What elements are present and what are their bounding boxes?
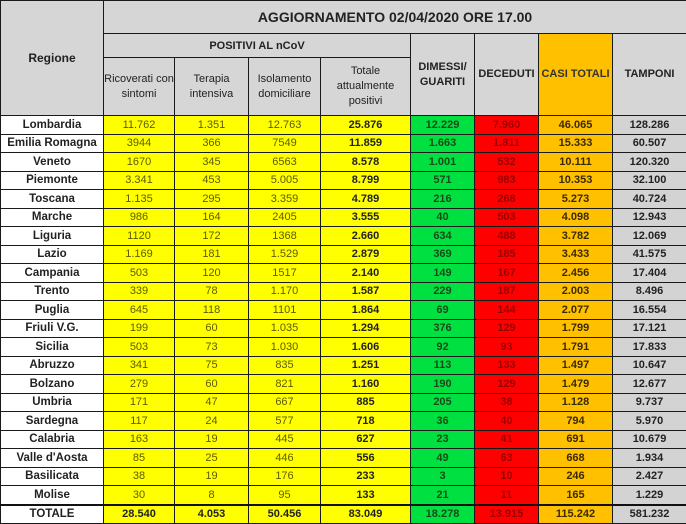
table-row [1, 153, 686, 172]
cell-ricoverati: 199 [104, 319, 175, 338]
cell-ricoverati: 171 [104, 393, 175, 412]
cell-totale-positivi: 3.555 [321, 208, 411, 227]
cell-totale-positivi: 8.578 [321, 153, 411, 172]
cell-totale-positivi: 1.251 [321, 356, 411, 375]
cell-regione: Valle d'Aosta [1, 449, 104, 468]
cell-terapia: 345 [175, 153, 249, 172]
cell-casi-totali: 10.111 [539, 153, 613, 172]
cell-dimessi: 634 [411, 227, 475, 246]
cell-deceduti: 11 [475, 486, 539, 505]
cell-isolamento: 6563 [249, 153, 321, 172]
cell-regione: Toscana [1, 190, 104, 209]
table-row [1, 375, 686, 394]
header-ricoverati: Ricoverati con sintomi [104, 58, 175, 116]
table-row [1, 171, 686, 190]
cell-dimessi: 40 [411, 208, 475, 227]
cell-deceduti: 7.960 [475, 116, 539, 135]
cell-deceduti: 488 [475, 227, 539, 246]
cell-casi-totali: 10.353 [539, 171, 613, 190]
cell-dimessi: 229 [411, 282, 475, 301]
cell-deceduti: 983 [475, 171, 539, 190]
cell-isolamento: 577 [249, 412, 321, 431]
cell-isolamento: 1.035 [249, 319, 321, 338]
cell-isolamento: 1101 [249, 301, 321, 320]
cell-tamponi: 17.833 [613, 338, 686, 357]
cell-ricoverati: 3944 [104, 134, 175, 153]
cell-terapia: 25 [175, 449, 249, 468]
cell-isolamento: 3.359 [249, 190, 321, 209]
cell-regione: Piemonte [1, 171, 104, 190]
cell-tamponi: 32.100 [613, 171, 686, 190]
cell-regione: Liguria [1, 227, 104, 246]
cell-terapia: 60 [175, 319, 249, 338]
cell-regione: Sardegna [1, 412, 104, 431]
cell-dimessi: 21 [411, 486, 475, 505]
cell-totale-positivi: 4.789 [321, 190, 411, 209]
cell-terapia: 47 [175, 393, 249, 412]
cell-casi-totali: 246 [539, 467, 613, 486]
table-row [1, 227, 686, 246]
cell-tamponi: 10.647 [613, 356, 686, 375]
table-row [1, 319, 686, 338]
header-casi-totali: CASI TOTALI [539, 34, 613, 116]
cell-totale-positivi: 2.660 [321, 227, 411, 246]
cell-tamponi: 120.320 [613, 153, 686, 172]
cell-ricoverati: 1.135 [104, 190, 175, 209]
table-row [1, 393, 686, 412]
cell-tamponi: 60.507 [613, 134, 686, 153]
cell-dimessi: 12.229 [411, 116, 475, 135]
cell-totale-positivi: 1.587 [321, 282, 411, 301]
cell-ricoverati: 986 [104, 208, 175, 227]
cell-tamponi: 17.121 [613, 319, 686, 338]
header-regione: Regione [1, 1, 104, 116]
cell-terapia: 181 [175, 245, 249, 264]
cell-deceduti: 129 [475, 319, 539, 338]
cell-terapia: 19 [175, 467, 249, 486]
cell-totale-positivi: 627 [321, 430, 411, 449]
cell-dimessi: 369 [411, 245, 475, 264]
table-row [1, 190, 686, 209]
cell-isolamento: 95 [249, 486, 321, 505]
cell-tamponi: 2.427 [613, 467, 686, 486]
cell-deceduti: 268 [475, 190, 539, 209]
cell-deceduti: 41 [475, 430, 539, 449]
cell-dimessi: 92 [411, 338, 475, 357]
cell-tamponi: 10.679 [613, 430, 686, 449]
cell-deceduti: 532 [475, 153, 539, 172]
cell-deceduti: 13.915 [475, 505, 539, 524]
cell-ricoverati: 28.540 [104, 505, 175, 524]
cell-totale-positivi: 8.799 [321, 171, 411, 190]
cell-ricoverati: 339 [104, 282, 175, 301]
cell-ricoverati: 503 [104, 264, 175, 283]
cell-regione: Calabria [1, 430, 104, 449]
cell-tamponi: 9.737 [613, 393, 686, 412]
cell-terapia: 120 [175, 264, 249, 283]
cell-regione: Umbria [1, 393, 104, 412]
cell-casi-totali: 1.128 [539, 393, 613, 412]
cell-tamponi: 12.677 [613, 375, 686, 394]
cell-tamponi: 5.970 [613, 412, 686, 431]
cell-totale-positivi: 233 [321, 467, 411, 486]
cell-totale-positivi: 2.879 [321, 245, 411, 264]
cell-isolamento: 446 [249, 449, 321, 468]
cell-isolamento: 2405 [249, 208, 321, 227]
cell-dimessi: 190 [411, 375, 475, 394]
cell-tamponi: 8.496 [613, 282, 686, 301]
cell-regione: Sicilia [1, 338, 104, 357]
cell-terapia: 164 [175, 208, 249, 227]
cell-casi-totali: 2.456 [539, 264, 613, 283]
table-row [1, 301, 686, 320]
cell-deceduti: 40 [475, 412, 539, 431]
cell-terapia: 172 [175, 227, 249, 246]
table-row [1, 449, 686, 468]
cell-terapia: 295 [175, 190, 249, 209]
cell-deceduti: 38 [475, 393, 539, 412]
cell-dimessi: 571 [411, 171, 475, 190]
cell-ricoverati: 38 [104, 467, 175, 486]
cell-tamponi: 16.554 [613, 301, 686, 320]
cell-casi-totali: 1.791 [539, 338, 613, 357]
header-dimessi: DIMESSI/ GUARITI [411, 34, 475, 116]
cell-dimessi: 36 [411, 412, 475, 431]
cell-regione: Lombardia [1, 116, 104, 135]
cell-tamponi: 1.229 [613, 486, 686, 505]
cell-isolamento: 1.529 [249, 245, 321, 264]
cell-totale-positivi: 1.160 [321, 375, 411, 394]
cell-tamponi: 581.232 [613, 505, 686, 524]
cell-isolamento: 176 [249, 467, 321, 486]
cell-totale-positivi: 133 [321, 486, 411, 505]
table-row [1, 116, 686, 135]
header-terapia: Terapia intensiva [175, 58, 249, 116]
cell-casi-totali: 165 [539, 486, 613, 505]
cell-totale-positivi: 718 [321, 412, 411, 431]
cell-ricoverati: 1120 [104, 227, 175, 246]
cell-terapia: 453 [175, 171, 249, 190]
cell-casi-totali: 15.333 [539, 134, 613, 153]
cell-regione: Marche [1, 208, 104, 227]
cell-casi-totali: 1.799 [539, 319, 613, 338]
cell-dimessi: 205 [411, 393, 475, 412]
cell-regione: Basilicata [1, 467, 104, 486]
cell-terapia: 118 [175, 301, 249, 320]
cell-regione: Puglia [1, 301, 104, 320]
cell-casi-totali: 1.497 [539, 356, 613, 375]
cell-dimessi: 1.001 [411, 153, 475, 172]
cell-dimessi: 18.278 [411, 505, 475, 524]
cell-casi-totali: 3.433 [539, 245, 613, 264]
header-isolamento: Isolamento domiciliare [249, 58, 321, 116]
cell-isolamento: 445 [249, 430, 321, 449]
cell-deceduti: 167 [475, 264, 539, 283]
cell-ricoverati: 117 [104, 412, 175, 431]
cell-deceduti: 503 [475, 208, 539, 227]
cell-terapia: 75 [175, 356, 249, 375]
cell-isolamento: 1368 [249, 227, 321, 246]
cell-totale-positivi: 1.864 [321, 301, 411, 320]
cell-dimessi: 113 [411, 356, 475, 375]
cell-isolamento: 7549 [249, 134, 321, 153]
cell-totale-positivi: 2.140 [321, 264, 411, 283]
cell-regione: Trento [1, 282, 104, 301]
cell-casi-totali: 668 [539, 449, 613, 468]
cell-deceduti: 185 [475, 245, 539, 264]
cell-ricoverati: 163 [104, 430, 175, 449]
cell-regione: TOTALE [1, 505, 104, 524]
cell-regione: Abruzzo [1, 356, 104, 375]
header-deceduti: DECEDUTI [475, 34, 539, 116]
cell-deceduti: 10 [475, 467, 539, 486]
table-title: AGGIORNAMENTO 02/04/2020 ORE 17.00 [104, 1, 686, 34]
cell-casi-totali: 115.242 [539, 505, 613, 524]
table-row [1, 486, 686, 505]
cell-casi-totali: 2.003 [539, 282, 613, 301]
cell-ricoverati: 341 [104, 356, 175, 375]
cell-dimessi: 3 [411, 467, 475, 486]
cell-isolamento: 5.005 [249, 171, 321, 190]
cell-tamponi: 41.575 [613, 245, 686, 264]
cell-totale-positivi: 11.859 [321, 134, 411, 153]
cell-tamponi: 128.286 [613, 116, 686, 135]
cell-dimessi: 49 [411, 449, 475, 468]
cell-tamponi: 12.943 [613, 208, 686, 227]
cell-terapia: 19 [175, 430, 249, 449]
cell-casi-totali: 691 [539, 430, 613, 449]
cell-dimessi: 69 [411, 301, 475, 320]
cell-terapia: 8 [175, 486, 249, 505]
cell-casi-totali: 1.479 [539, 375, 613, 394]
cell-dimessi: 23 [411, 430, 475, 449]
cell-casi-totali: 3.782 [539, 227, 613, 246]
cell-terapia: 366 [175, 134, 249, 153]
cell-ricoverati: 279 [104, 375, 175, 394]
cell-isolamento: 835 [249, 356, 321, 375]
cell-terapia: 1.351 [175, 116, 249, 135]
cell-dimessi: 1.663 [411, 134, 475, 153]
cell-deceduti: 1.811 [475, 134, 539, 153]
table-row [1, 356, 686, 375]
cell-dimessi: 376 [411, 319, 475, 338]
cell-ricoverati: 11.762 [104, 116, 175, 135]
cell-isolamento: 50.456 [249, 505, 321, 524]
cell-terapia: 4.053 [175, 505, 249, 524]
cell-tamponi: 17.404 [613, 264, 686, 283]
cell-terapia: 24 [175, 412, 249, 431]
cell-ricoverati: 3.341 [104, 171, 175, 190]
cell-totale-positivi: 1.606 [321, 338, 411, 357]
cell-isolamento: 667 [249, 393, 321, 412]
header-totale-positivi: Totale attualmente positivi [321, 58, 411, 116]
cell-casi-totali: 2.077 [539, 301, 613, 320]
cell-casi-totali: 5.273 [539, 190, 613, 209]
cell-isolamento: 821 [249, 375, 321, 394]
table-row [1, 208, 686, 227]
cell-regione: Bolzano [1, 375, 104, 394]
table-row [1, 338, 686, 357]
table-row [1, 430, 686, 449]
table-row [1, 134, 686, 153]
cell-regione: Molise [1, 486, 104, 505]
cell-tamponi: 1.934 [613, 449, 686, 468]
cell-totale-positivi: 83.049 [321, 505, 411, 524]
cell-deceduti: 187 [475, 282, 539, 301]
table-row [1, 412, 686, 431]
cell-deceduti: 144 [475, 301, 539, 320]
table-row [1, 264, 686, 283]
cell-ricoverati: 1.169 [104, 245, 175, 264]
cell-totale-positivi: 1.294 [321, 319, 411, 338]
header-positivi-group: POSITIVI AL nCoV [104, 34, 411, 58]
cell-deceduti: 93 [475, 338, 539, 357]
cell-regione: Veneto [1, 153, 104, 172]
cell-tamponi: 12.069 [613, 227, 686, 246]
cell-deceduti: 133 [475, 356, 539, 375]
cell-totale-positivi: 556 [321, 449, 411, 468]
cell-casi-totali: 46.065 [539, 116, 613, 135]
cell-ricoverati: 503 [104, 338, 175, 357]
cell-terapia: 73 [175, 338, 249, 357]
header-tamponi: TAMPONI [613, 34, 686, 116]
cell-deceduti: 129 [475, 375, 539, 394]
table-row [1, 282, 686, 301]
cell-terapia: 60 [175, 375, 249, 394]
cell-ricoverati: 1670 [104, 153, 175, 172]
cell-deceduti: 63 [475, 449, 539, 468]
cell-regione: Friuli V.G. [1, 319, 104, 338]
cell-isolamento: 12.763 [249, 116, 321, 135]
cell-regione: Lazio [1, 245, 104, 264]
cell-casi-totali: 4.098 [539, 208, 613, 227]
totals-row [1, 505, 686, 524]
cell-dimessi: 149 [411, 264, 475, 283]
cell-regione: Campania [1, 264, 104, 283]
cell-tamponi: 40.724 [613, 190, 686, 209]
cell-dimessi: 216 [411, 190, 475, 209]
cell-isolamento: 1.170 [249, 282, 321, 301]
cell-isolamento: 1.030 [249, 338, 321, 357]
cell-ricoverati: 85 [104, 449, 175, 468]
cell-ricoverati: 30 [104, 486, 175, 505]
cell-terapia: 78 [175, 282, 249, 301]
table-row [1, 467, 686, 486]
cell-totale-positivi: 885 [321, 393, 411, 412]
cell-regione: Emilia Romagna [1, 134, 104, 153]
table-row [1, 245, 686, 264]
cell-ricoverati: 645 [104, 301, 175, 320]
cell-isolamento: 1517 [249, 264, 321, 283]
cell-totale-positivi: 25.876 [321, 116, 411, 135]
cell-casi-totali: 794 [539, 412, 613, 431]
